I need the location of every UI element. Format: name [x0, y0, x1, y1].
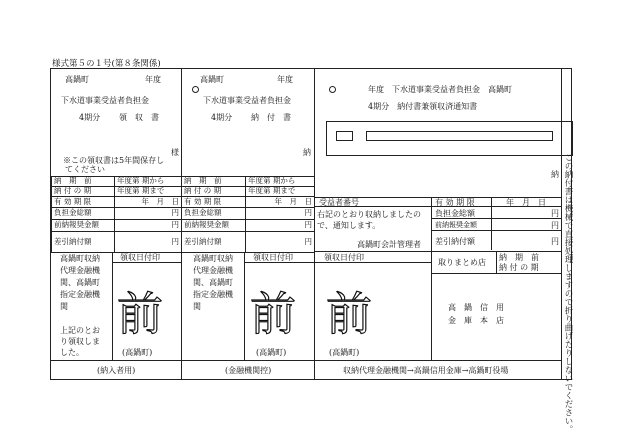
notice-prepaid-yen: 円: [246, 220, 315, 232]
form-id: 様式第５の１号(第８条関係): [52, 59, 161, 69]
combined-stamp-label: 領収日付印: [324, 253, 364, 262]
notice-total-yen: 円: [246, 208, 315, 220]
receipt-prepaid-label: 前納報奨金額: [52, 220, 115, 232]
combined-due-period: 納 付 の 期: [499, 263, 539, 272]
combined-bank-2: 金 庫 本 店: [448, 316, 504, 325]
notice-due-period: 納 付 の 期: [182, 187, 246, 197]
combined-net-yen: 円: [551, 237, 559, 246]
combined-town-paren: (高鍋町): [329, 348, 360, 357]
receipt-agent-4: 指定金融機: [60, 290, 100, 299]
notice-nou: 納: [303, 148, 311, 157]
receipt-tax-name: 下水道事業受益者負担金: [61, 96, 149, 105]
notice-net-label: 差引納付額: [182, 232, 246, 253]
receipt-agent-5: 関: [60, 302, 68, 311]
notice-total-label: 負担金総額: [182, 208, 246, 220]
combined-received-note-2: で、通知します。: [317, 221, 381, 230]
notice-agent-2: 代理金融機: [193, 266, 233, 275]
receipt-net-yen: 円: [115, 232, 182, 253]
receipt-note-3: した。: [60, 348, 84, 357]
combined-payer-no: 受益者番号: [319, 198, 359, 207]
receipt-keep-note-2: てください: [65, 165, 105, 174]
combined-received-note-1: 右記のとおり収納しましたの: [317, 210, 421, 219]
punch-hole-circle-icon: [192, 86, 199, 93]
notice-footer: (金融機関控): [225, 366, 272, 375]
notice-term-from: 年度第 期から: [246, 177, 315, 187]
punch-hole-circle-icon: [329, 86, 336, 93]
notice-term: 4期分: [211, 113, 233, 122]
combined-mae-mark: 前: [326, 287, 372, 341]
receipt-due-period: 納 付 の 期: [52, 187, 115, 197]
combined-total-label: 負担金総額: [435, 209, 475, 218]
side-note-divider: [561, 69, 562, 379]
combined-due-before: 納 期 前: [499, 253, 539, 262]
notice-year: 年度: [277, 75, 293, 84]
receipt-table: [51, 176, 182, 253]
combined-term-title: 4期分 納付書兼領収済通知書: [368, 102, 478, 111]
receipt-term-from: 年度第 期から: [115, 177, 182, 187]
receipt-agent-2: 代理金融機: [60, 266, 100, 275]
receipt-stamp-label: 領収日付印: [120, 253, 160, 262]
ocr-code-box-long: [366, 131, 553, 141]
notice-town-paren: (高鍋町): [256, 348, 287, 357]
combined-footer: 収納代理金融機関→高鍋信用金庫→高鍋町役場: [343, 366, 509, 375]
receipt-keep-note-1: ※この領収書は5年間保存し: [63, 156, 165, 165]
combined-year-title: 年度 下水道事業受益者負担金 高鍋町: [368, 85, 512, 94]
receipt-sama: 様: [171, 148, 179, 157]
combined-deadline: 有 効 期 限: [435, 198, 475, 207]
combined-nou: 納: [551, 170, 559, 179]
receipt-mae-mark: 前: [117, 287, 163, 341]
receipt-term-to: 年度第 期まで: [115, 187, 182, 197]
receipt-note-1: 上記のとお: [60, 326, 100, 335]
notice-net-yen: 円: [246, 232, 315, 253]
combined-deadline-date: 年 月 日: [506, 198, 546, 207]
receipt-due-before: 納 期 前: [52, 177, 115, 187]
notice-agent-3: 関、高鍋町: [193, 278, 233, 287]
combined-net-label: 差引納付額: [435, 237, 475, 246]
notice-term-to: 年度第 期まで: [246, 187, 315, 197]
receipt-total-yen: 円: [115, 208, 182, 220]
receipt-agent-1: 高鍋町収納: [60, 254, 100, 263]
notice-tax-name: 下水道事業受益者負担金: [203, 96, 291, 105]
receipt-prepaid-yen: 円: [115, 220, 182, 232]
receipt-net-label: 差引納付額: [52, 232, 115, 253]
combined-prepaid-label: 前納報奨金額: [435, 221, 477, 229]
receipt-footer: (納入者用): [97, 366, 136, 375]
notice-prepaid-label: 前納報奨金額: [182, 220, 246, 232]
receipt-note-2: り領収しま: [60, 337, 100, 346]
notice-mae-mark: 前: [250, 287, 296, 341]
receipt-total-label: 負担金総額: [52, 208, 115, 220]
receipt-agent-3: 関、高鍋町: [60, 278, 100, 287]
receipt-title: 領 収 書: [119, 113, 159, 122]
notice-title: 納 付 書: [251, 113, 291, 122]
receipt-town-paren: (高鍋町): [122, 348, 153, 357]
combined-collector: 取りまとめ店: [438, 258, 486, 267]
combined-bank-1: 高 鍋 信 用: [448, 303, 504, 312]
ocr-code-box-small: [336, 131, 353, 141]
receipt-deadline: 有 効 期 限: [52, 197, 115, 208]
notice-agent-4: 指定金融機: [193, 290, 233, 299]
combined-prepaid-yen: 円: [551, 221, 559, 230]
receipt-term: 4期分: [79, 113, 101, 122]
payment-form-frame: [50, 68, 573, 434]
notice-agent-1: 高鍋町収納: [193, 254, 233, 263]
receipt-year: 年度: [145, 75, 161, 84]
notice-due-before: 納 期 前: [182, 177, 246, 187]
notice-town: 高鍋町: [200, 75, 224, 84]
notice-agent-5: 関: [193, 302, 201, 311]
combined-total-yen: 円: [551, 209, 559, 218]
side-note: この納付書は機械で直接処理しますので折り曲げたりしないでください。: [563, 153, 573, 434]
receipt-town: 高鍋町: [65, 75, 89, 84]
notice-stamp-label: 領収日付印: [253, 253, 293, 262]
notice-deadline: 有 効 期 限: [182, 197, 246, 208]
notice-deadline-date: 年 月 日: [246, 197, 315, 208]
notice-table: [181, 176, 315, 253]
receipt-deadline-date: 年 月 日: [115, 197, 182, 208]
combined-accountant: 高鍋町会計管理者: [357, 240, 421, 249]
